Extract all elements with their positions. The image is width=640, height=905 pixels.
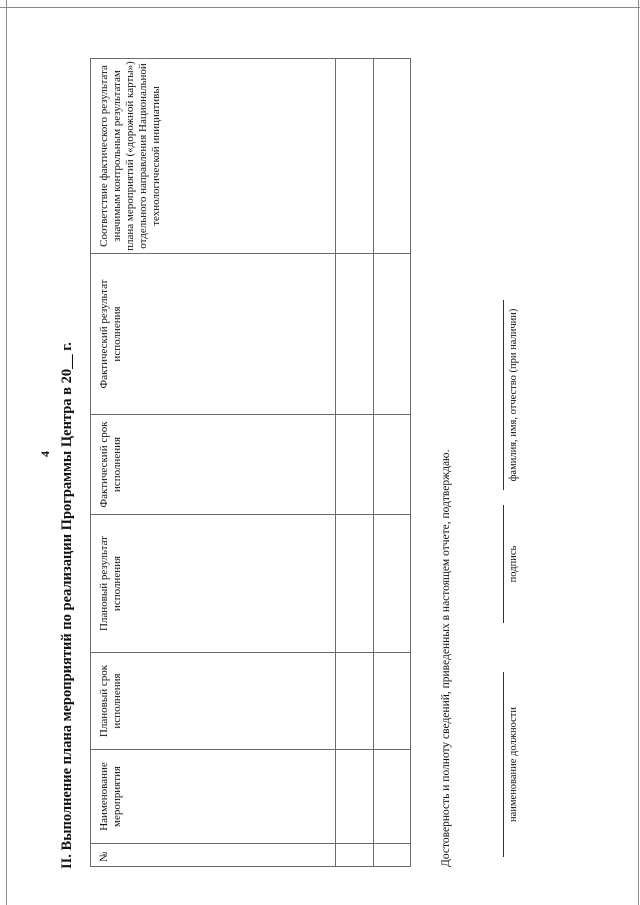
column-header: Соответствие фактического результата значимым контрольным результатам плана мероприятий («дорожной карты») отдельного направления Национальной технологической инициативы (91, 59, 336, 254)
table-cell (336, 750, 374, 844)
table-cell (374, 844, 411, 867)
table-cell (374, 515, 411, 653)
report-table (90, 58, 411, 867)
column-header: Наименование мероприятия (91, 750, 336, 844)
table-cell (336, 59, 374, 254)
table-header-row (91, 59, 336, 867)
table-cell (336, 844, 374, 867)
column-header: Фактический результат исполнения (91, 254, 336, 415)
column-header: Плановый срок исполнения (91, 653, 336, 750)
section-title: II. Выполнение плана мероприятий по реализации Программы Центра в 20__ г. (59, 342, 75, 869)
signature-position-label: наименование должности (503, 672, 520, 857)
column-header: № (91, 844, 336, 867)
table-cell (336, 653, 374, 750)
table-cell (374, 59, 411, 254)
signature-name-label: фамилия, имя, отчество (при наличии) (503, 300, 520, 490)
column-header: Плановый результат исполнения (91, 515, 336, 653)
table-cell (336, 415, 374, 515)
confirmation-statement: Достоверность и полноту сведений, приведенных в настоящем отчете, подтверждаю. (440, 449, 452, 867)
table-cell (336, 254, 374, 415)
table-cell (374, 653, 411, 750)
signature-label: подпись (503, 505, 520, 623)
table-row (336, 59, 374, 867)
table-cell (336, 515, 374, 653)
table-cell (374, 254, 411, 415)
table-row (374, 59, 411, 867)
page-number: 4 (38, 451, 52, 457)
table-cell (374, 750, 411, 844)
column-header: Фактический срок исполнения (91, 415, 336, 515)
table-cell (374, 415, 411, 515)
